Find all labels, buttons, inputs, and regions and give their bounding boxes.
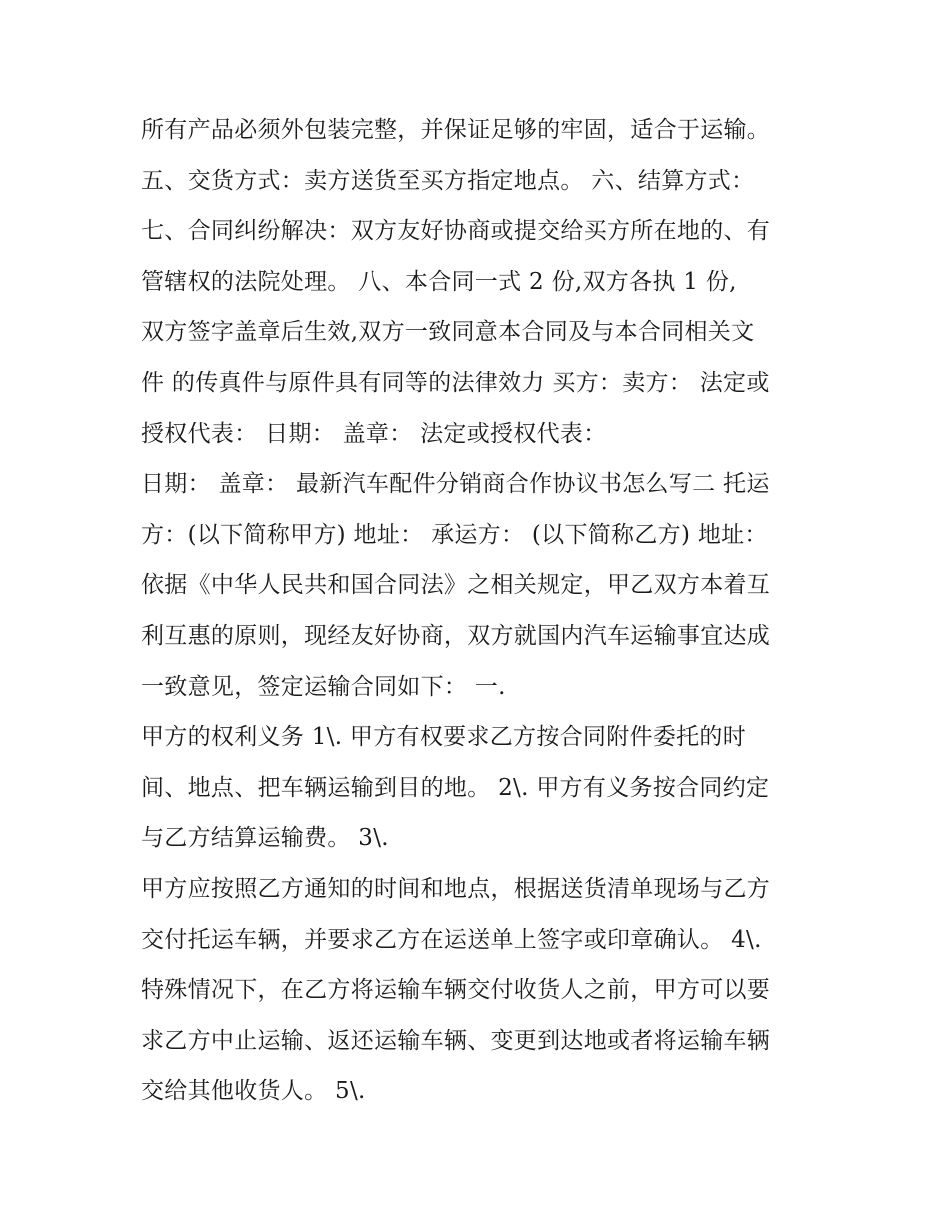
text-line: 双方签字盖章后生效,双方一致同意本合同及与本合同相关文 bbox=[141, 319, 755, 346]
text-line: 依据《中华人民共和国合同法》之相关规定，甲乙双方本着互 bbox=[141, 572, 771, 599]
text-line: 五、交货方式：卖方送货至买方指定地点。 六、结算方式： bbox=[141, 167, 755, 194]
text-line: 利互惠的原则，现经友好协商，双方就国内汽车运输事宜达成 bbox=[141, 622, 771, 649]
text-line: 日期： 盖章： 最新汽车配件分销商合作协议书怎么写二 托运 bbox=[141, 471, 770, 498]
text-line: 甲方应按照乙方通知的时间和地点，根据送货清单现场与乙方 bbox=[141, 875, 771, 902]
text-line: 甲方的权利义务 1\. 甲方有权要求乙方按合同附件委托的时 bbox=[141, 724, 747, 751]
text-line: 求乙方中止运输、返还运输车辆、变更到达地或者将运输车辆 bbox=[141, 1027, 771, 1054]
text-line: 特殊情况下，在乙方将运输车辆交付收货人之前，甲方可以要 bbox=[141, 977, 771, 1004]
text-line: 所有产品必须外包装完整，并保证足够的牢固，适合于运输。 bbox=[141, 117, 771, 143]
text-line: 方：(以下简称甲方) 地址： 承运方： (以下简称乙方) 地址： bbox=[141, 521, 768, 548]
text-line: 一致意见，签定运输合同如下： 一. bbox=[141, 673, 506, 700]
text-line: 七、合同纠纷解决：双方友好协商或提交给买方所在地的、有 bbox=[141, 218, 771, 245]
text-line: 管辖权的法院处理。 八、本合同一式 2 份,双方各执 1 份, bbox=[141, 268, 737, 295]
text-line: 授权代表： 日期： 盖章： 法定或授权代表： bbox=[141, 420, 607, 447]
text-line: 与乙方结算运输费。 3\. bbox=[141, 825, 389, 852]
text-line: 间、地点、把车辆运输到目的地。 2\. 甲方有义务按合同约定 bbox=[141, 774, 770, 801]
document-body bbox=[141, 105, 831, 1117]
text-line: 交付托运车辆，并要求乙方在运送单上签字或印章确认。 4\. bbox=[141, 926, 762, 953]
text-line: 件 的传真件与原件具有同等的法律效力 买方：卖方： 法定或 bbox=[141, 369, 770, 396]
text-line: 交给其他收货人。 5\. bbox=[141, 1078, 366, 1105]
